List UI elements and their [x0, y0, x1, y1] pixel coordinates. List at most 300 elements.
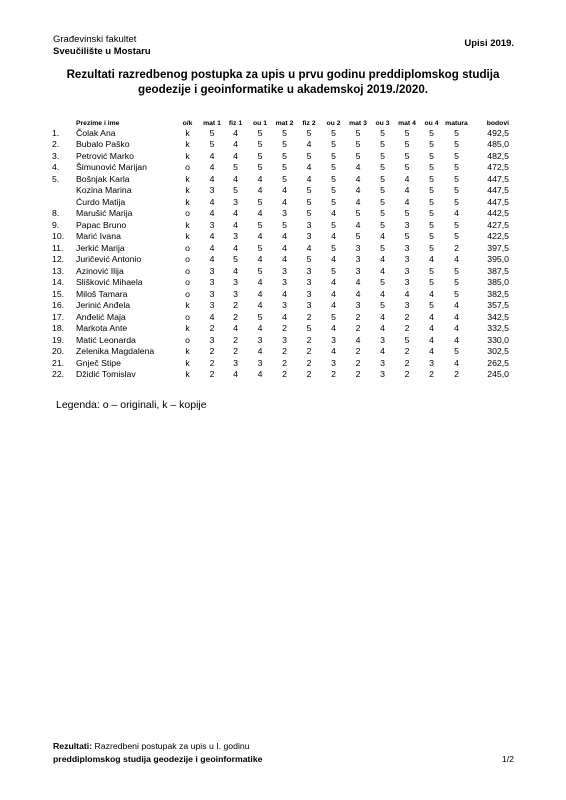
- grade-cell: 5: [454, 162, 459, 173]
- grade-cell: 3: [380, 369, 385, 380]
- points-cell: 447,5: [487, 196, 509, 207]
- grade-cell: 5: [380, 162, 385, 173]
- grade-cell: 2: [209, 357, 215, 368]
- table-row: [52, 288, 509, 300]
- grade-cell: 5: [380, 185, 385, 196]
- grade-cell: 5: [429, 277, 434, 288]
- rank-cell: 12.: [52, 254, 65, 265]
- page-footer: [53, 741, 514, 771]
- grade-cell: 5: [404, 162, 410, 173]
- grade-cell: 4: [257, 254, 263, 265]
- grade-cell: 5: [257, 139, 263, 150]
- grade-cell: 2: [331, 369, 336, 380]
- grade-cell: 5: [454, 219, 459, 230]
- grade-cell: 3: [233, 231, 238, 242]
- points-cell: 357,5: [487, 300, 509, 311]
- grade-cell: 5: [306, 185, 312, 196]
- grade-cell: 5: [404, 231, 410, 242]
- grade-cell: 4: [282, 196, 287, 207]
- grade-cell: 5: [282, 127, 287, 138]
- grade-cell: 3: [282, 208, 287, 219]
- grade-cell: k: [185, 357, 190, 368]
- grade-cell: 4: [355, 196, 361, 207]
- rank-cell: [52, 196, 76, 208]
- name-cell: Marić Ivana: [76, 231, 121, 242]
- grade-cell: 2: [306, 311, 312, 322]
- name-cell: Papac Bruno: [76, 219, 127, 230]
- column-header: ou 4: [424, 120, 439, 127]
- enrollment-year-label: Upisi 2019.: [464, 38, 514, 49]
- points-cell: 332,5: [487, 323, 509, 334]
- rank-cell: [52, 185, 76, 197]
- points-cell: 447,5: [487, 173, 509, 184]
- grade-cell: 3: [209, 288, 215, 299]
- grade-cell: 5: [306, 127, 312, 138]
- grade-cell: 5: [429, 265, 434, 276]
- grade-cell: 4: [306, 242, 312, 253]
- table-row: [52, 323, 509, 335]
- grade-cell: 3: [380, 357, 385, 368]
- grade-cell: 2: [233, 346, 238, 357]
- grade-cell: 4: [282, 254, 287, 265]
- grade-cell: 3: [404, 219, 410, 230]
- grade-cell: 4: [233, 323, 238, 334]
- grade-cell: 2: [355, 346, 361, 357]
- grade-cell: 5: [331, 173, 336, 184]
- grade-cell: 5: [282, 139, 287, 150]
- grade-cell: k: [185, 150, 190, 161]
- rank-cell: 16.: [52, 300, 65, 311]
- grade-cell: 5: [257, 162, 263, 173]
- grade-cell: 3: [233, 196, 238, 207]
- rank-cell: 1.: [52, 127, 60, 138]
- grade-cell: 4: [429, 288, 434, 299]
- grade-cell: 4: [454, 334, 459, 345]
- grade-cell: 5: [355, 231, 361, 242]
- name-cell: Čolak Ana: [76, 127, 116, 138]
- rank-cell: 15.: [52, 288, 65, 299]
- grade-cell: 4: [257, 173, 263, 184]
- points-cell: 482,5: [487, 150, 509, 161]
- column-header: ou 3: [375, 120, 390, 127]
- grade-cell: 2: [209, 369, 215, 380]
- table-row: [52, 334, 509, 346]
- grade-cell: 4: [233, 219, 238, 230]
- grade-cell: 5: [404, 139, 410, 150]
- footer-line-1-text: Razredbeni postupak za upis u I. godinu: [94, 741, 250, 751]
- name-cell: Ćurdo Matija: [76, 196, 126, 207]
- grade-cell: 5: [429, 208, 434, 219]
- points-cell: 262,5: [487, 357, 509, 368]
- column-header: bodovi: [486, 120, 509, 127]
- grade-cell: 3: [257, 334, 263, 345]
- grade-cell: o: [185, 265, 190, 276]
- column-header: ou 2: [326, 120, 341, 127]
- name-cell: Slišković Mihaela: [76, 277, 143, 288]
- grade-cell: 5: [454, 277, 459, 288]
- grade-cell: 5: [429, 300, 434, 311]
- grade-cell: o: [185, 288, 190, 299]
- grade-cell: 4: [257, 369, 263, 380]
- points-cell: 447,5: [487, 185, 509, 196]
- grade-cell: 5: [454, 127, 459, 138]
- grade-cell: 4: [355, 334, 361, 345]
- rank-cell: 2.: [52, 139, 60, 150]
- grade-cell: 3: [331, 357, 336, 368]
- grade-cell: 3: [306, 265, 312, 276]
- table-row: [52, 300, 509, 312]
- grade-cell: 5: [454, 185, 459, 196]
- grade-cell: 2: [209, 323, 215, 334]
- grade-cell: 3: [209, 219, 215, 230]
- grade-cell: k: [185, 173, 190, 184]
- table-row: [52, 173, 509, 185]
- grade-cell: 5: [331, 139, 336, 150]
- grade-cell: 5: [380, 300, 385, 311]
- grade-cell: 4: [257, 231, 263, 242]
- grade-cell: 4: [331, 346, 336, 357]
- grade-cell: 4: [454, 323, 459, 334]
- grade-cell: 5: [282, 219, 287, 230]
- faculty-name: Građevinski fakultet: [53, 34, 137, 45]
- grade-cell: 4: [233, 139, 238, 150]
- grade-cell: 3: [331, 334, 336, 345]
- table-row: [52, 162, 509, 174]
- grade-cell: o: [185, 277, 190, 288]
- grade-cell: 4: [380, 346, 385, 357]
- rank-cell: 9.: [52, 219, 60, 230]
- grade-cell: 2: [282, 346, 287, 357]
- grade-cell: 2: [233, 300, 238, 311]
- grade-cell: 3: [282, 334, 287, 345]
- results-table: [52, 115, 509, 380]
- points-cell: 397,5: [487, 242, 509, 253]
- column-header: mat 1: [203, 120, 221, 127]
- grade-cell: 3: [404, 300, 410, 311]
- grade-cell: 3: [429, 357, 434, 368]
- grade-cell: 4: [209, 150, 215, 161]
- grade-cell: 3: [380, 334, 385, 345]
- grade-cell: o: [185, 208, 190, 219]
- grade-cell: 5: [331, 265, 336, 276]
- grade-cell: 4: [355, 288, 361, 299]
- rank-cell: 17.: [52, 311, 65, 322]
- grade-cell: 4: [355, 185, 361, 196]
- grade-cell: 4: [233, 242, 238, 253]
- grade-cell: 5: [355, 139, 361, 150]
- grade-cell: 3: [209, 334, 215, 345]
- name-cell: Gnječ Stipe: [76, 357, 121, 368]
- grade-cell: 5: [331, 311, 336, 322]
- grade-cell: o: [185, 162, 190, 173]
- table-row: [52, 277, 509, 289]
- points-cell: 245,0: [487, 369, 509, 380]
- grade-cell: 4: [380, 231, 385, 242]
- grade-cell: 4: [209, 196, 215, 207]
- grade-cell: 4: [331, 288, 336, 299]
- grade-cell: 5: [454, 265, 459, 276]
- grade-cell: k: [185, 300, 190, 311]
- points-cell: 302,5: [487, 346, 509, 357]
- grade-cell: 2: [404, 311, 410, 322]
- grade-cell: 4: [282, 242, 287, 253]
- grade-cell: k: [185, 369, 190, 380]
- name-cell: Džidić Tomislav: [76, 369, 136, 380]
- table-row: [52, 231, 509, 243]
- grade-cell: 4: [233, 173, 238, 184]
- column-header: o/k: [182, 120, 193, 127]
- grade-cell: 4: [282, 231, 287, 242]
- grade-cell: 4: [331, 254, 336, 265]
- grade-cell: 4: [331, 277, 336, 288]
- name-cell: Šimunović Marijan: [76, 162, 147, 173]
- grade-cell: 5: [454, 346, 459, 357]
- grade-cell: 5: [380, 277, 385, 288]
- grade-cell: 3: [404, 277, 410, 288]
- grade-cell: 2: [306, 346, 312, 357]
- rank-cell: 10.: [52, 231, 65, 242]
- points-cell: 492,5: [487, 127, 509, 138]
- title-line-1: Rezultati razredbenog postupka za upis u prvu godinu preddiplomskog studija: [66, 68, 500, 81]
- points-cell: 385,0: [487, 277, 509, 288]
- grade-cell: k: [185, 323, 190, 334]
- table-header-row: [52, 115, 509, 127]
- grade-cell: 4: [429, 323, 434, 334]
- grade-cell: k: [185, 185, 190, 196]
- rank-cell: 18.: [52, 323, 65, 334]
- grade-cell: 2: [404, 346, 410, 357]
- grade-cell: 4: [209, 231, 215, 242]
- grade-cell: 4: [404, 173, 410, 184]
- grade-cell: 5: [282, 162, 287, 173]
- grade-cell: 5: [331, 196, 336, 207]
- grade-cell: 5: [404, 208, 410, 219]
- table-row: [52, 127, 509, 139]
- grade-cell: 4: [209, 254, 215, 265]
- grade-cell: 4: [404, 185, 410, 196]
- grade-cell: 5: [257, 242, 263, 253]
- rank-cell: 20.: [52, 346, 65, 357]
- grade-cell: 2: [233, 334, 238, 345]
- grade-cell: 3: [282, 300, 287, 311]
- grade-cell: 5: [380, 208, 385, 219]
- grade-cell: 4: [233, 150, 238, 161]
- grade-cell: 4: [355, 173, 361, 184]
- name-cell: Petrović Marko: [76, 150, 134, 161]
- grade-cell: 4: [282, 288, 287, 299]
- grade-cell: 4: [429, 334, 434, 345]
- grade-cell: 5: [380, 242, 385, 253]
- name-cell: Zelenika Magdalena: [76, 346, 155, 357]
- grade-cell: 4: [454, 208, 459, 219]
- grade-cell: 4: [355, 219, 361, 230]
- grade-cell: 5: [306, 208, 312, 219]
- grade-cell: 3: [404, 242, 410, 253]
- grade-cell: 4: [404, 196, 410, 207]
- grade-cell: 5: [331, 150, 336, 161]
- footer-line-2: preddiplomskog studija geodezije i geoinformatike: [53, 754, 263, 764]
- grade-cell: 5: [331, 162, 336, 173]
- grade-cell: o: [185, 311, 190, 322]
- grade-cell: 5: [454, 231, 459, 242]
- grade-cell: 5: [404, 127, 410, 138]
- grade-cell: 4: [380, 311, 385, 322]
- name-cell: Miloš Tamara: [76, 288, 128, 299]
- grade-cell: 3: [233, 277, 238, 288]
- grade-cell: 5: [404, 150, 410, 161]
- grade-cell: 5: [257, 196, 263, 207]
- grade-cell: 5: [257, 311, 263, 322]
- grade-cell: 3: [306, 277, 312, 288]
- name-cell: Anđelić Maja: [76, 311, 126, 322]
- grade-cell: 5: [233, 185, 238, 196]
- name-cell: Azinović Ilija: [76, 265, 124, 276]
- grade-cell: 5: [257, 127, 263, 138]
- footer-line-1: [53, 741, 250, 751]
- grade-cell: 4: [454, 300, 459, 311]
- grade-cell: 4: [331, 323, 336, 334]
- grade-cell: 5: [454, 173, 459, 184]
- points-cell: 472,5: [487, 162, 509, 173]
- grade-cell: o: [185, 334, 190, 345]
- table-row: [52, 369, 509, 381]
- grade-cell: 2: [209, 346, 215, 357]
- grade-cell: 5: [429, 150, 434, 161]
- grade-cell: 3: [282, 277, 287, 288]
- grade-cell: 5: [257, 265, 263, 276]
- grade-cell: 4: [404, 288, 410, 299]
- grade-cell: o: [185, 242, 190, 253]
- rank-cell: 14.: [52, 277, 65, 288]
- name-cell: Jerkić Marija: [76, 242, 125, 253]
- grade-cell: k: [185, 346, 190, 357]
- grade-cell: 2: [355, 311, 361, 322]
- name-cell: Kozina Marina: [76, 185, 132, 196]
- grade-cell: 5: [233, 162, 238, 173]
- grade-cell: 5: [355, 127, 361, 138]
- grade-cell: 5: [429, 231, 434, 242]
- table-row: [52, 196, 509, 208]
- table-row: [52, 254, 509, 266]
- points-cell: 342,5: [487, 311, 509, 322]
- grade-cell: 4: [209, 173, 215, 184]
- grade-cell: 5: [380, 219, 385, 230]
- points-cell: 395,0: [487, 254, 509, 265]
- grade-cell: 5: [331, 219, 336, 230]
- grade-cell: 4: [454, 357, 459, 368]
- column-header: mat 4: [398, 120, 416, 127]
- grade-cell: 4: [306, 139, 312, 150]
- grade-cell: 5: [282, 150, 287, 161]
- grade-cell: 5: [429, 219, 434, 230]
- grade-cell: 5: [331, 185, 336, 196]
- grade-cell: 4: [454, 254, 459, 265]
- table-row: [52, 242, 509, 254]
- grade-cell: 4: [209, 311, 215, 322]
- page-number: 1/2: [501, 754, 514, 764]
- grade-cell: 3: [355, 254, 361, 265]
- column-header: fiz 1: [228, 120, 243, 127]
- grade-cell: 4: [257, 185, 263, 196]
- grade-cell: 5: [454, 139, 459, 150]
- grade-cell: 5: [355, 208, 361, 219]
- grade-cell: 4: [331, 208, 336, 219]
- footer-label: Rezultati:: [53, 741, 93, 751]
- grade-cell: 5: [380, 139, 385, 150]
- points-cell: 387,5: [487, 265, 509, 276]
- points-cell: 427,5: [487, 219, 509, 230]
- grade-cell: 4: [380, 265, 385, 276]
- grade-cell: 4: [209, 208, 215, 219]
- grade-cell: 2: [233, 311, 238, 322]
- grade-cell: 2: [355, 357, 361, 368]
- table-row: [52, 139, 509, 151]
- grade-cell: o: [185, 254, 190, 265]
- grade-cell: 3: [233, 357, 238, 368]
- name-cell: Juričević Antonio: [76, 254, 142, 265]
- table-row: [52, 150, 509, 162]
- points-cell: 330,0: [487, 334, 509, 345]
- grade-cell: 5: [233, 254, 238, 265]
- grade-cell: 3: [355, 300, 361, 311]
- grade-cell: 4: [209, 242, 215, 253]
- rank-cell: 19.: [52, 334, 65, 345]
- university-name: Sveučilište u Mostaru: [53, 46, 151, 57]
- name-cell: Jerinić Anđela: [76, 300, 131, 311]
- grade-cell: 5: [380, 196, 385, 207]
- name-cell: Bubalo Paško: [76, 139, 130, 150]
- grade-cell: k: [185, 219, 190, 230]
- grade-cell: 4: [380, 323, 385, 334]
- grade-cell: 5: [429, 127, 434, 138]
- grade-cell: 4: [306, 173, 312, 184]
- page-header: [53, 34, 514, 64]
- grade-cell: 2: [282, 369, 287, 380]
- grade-cell: 5: [454, 288, 459, 299]
- grade-cell: 5: [429, 139, 434, 150]
- grade-cell: 4: [282, 311, 287, 322]
- grade-cell: 2: [282, 323, 287, 334]
- grade-cell: 4: [429, 254, 434, 265]
- grade-cell: 3: [209, 185, 215, 196]
- grade-cell: 2: [454, 242, 459, 253]
- grade-cell: 4: [257, 346, 263, 357]
- title-line-2: geodezije i geoinformatike u akademskoj 2019./2020.: [138, 83, 428, 96]
- grade-cell: 5: [306, 254, 312, 265]
- grade-cell: 2: [355, 369, 361, 380]
- grade-cell: 5: [429, 196, 434, 207]
- grade-cell: 4: [257, 208, 263, 219]
- grade-cell: 4: [355, 162, 361, 173]
- column-header: fiz 2: [302, 120, 316, 127]
- grade-cell: 2: [306, 357, 312, 368]
- column-header: Prezime i ime: [76, 120, 120, 127]
- rank-cell: 13.: [52, 265, 65, 276]
- grade-cell: 3: [282, 265, 287, 276]
- grade-cell: 4: [429, 311, 434, 322]
- grade-cell: 5: [331, 242, 336, 253]
- grade-cell: k: [185, 196, 190, 207]
- points-cell: 442,5: [487, 208, 509, 219]
- grade-cell: 5: [380, 173, 385, 184]
- table-row: [52, 265, 509, 277]
- grade-cell: 4: [282, 185, 287, 196]
- legend: Legenda: o – originali, k – kopije: [56, 399, 207, 411]
- grade-cell: 4: [331, 231, 336, 242]
- name-cell: Marušić Marija: [76, 208, 133, 219]
- points-cell: 422,5: [487, 231, 509, 242]
- rank-cell: 22.: [52, 369, 65, 380]
